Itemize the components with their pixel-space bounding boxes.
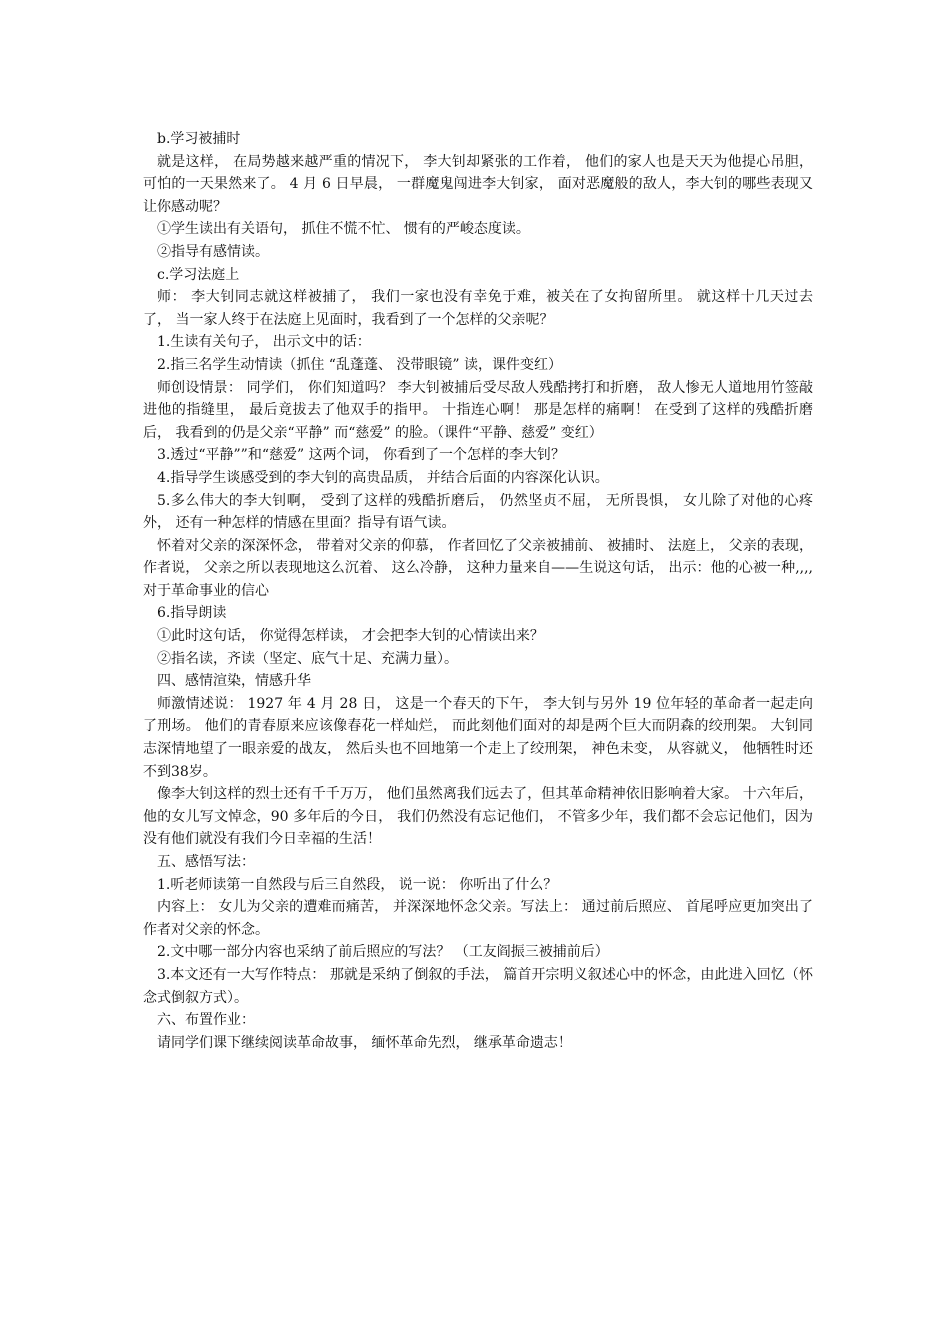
document-page [143,128,813,1054]
list-item-3: ①此时这句话， 你觉得怎样读， 才会把李大钊的心情读出来？ [157,628,544,645]
list-item-4: ②指名读，齐读（坚定、底气十足、充满力量）。 [157,650,458,667]
list-item-2: ②指导有感情读。 [157,243,269,260]
writing-step-2: 2.文中哪一部分内容也采纳了前后照应的写法？ （工友阎振三被捕前后） [157,944,609,961]
section-five-heading: 五、感悟写法： [157,854,255,870]
step-3: 3.透过“平静””和“慈爱” 这两个词， 你看到了一个怎样的李大钊？ [157,447,566,464]
heading-c-court: c.学习法庭上 [157,266,240,283]
section-six-heading: 六、布置作业： [157,1012,255,1029]
step-6: 6.指导朗读 [157,605,227,622]
writing-step-1: 1.听老师读第一自然段与后三自然段， 说一说： 你听出了什么？ [157,876,558,893]
paragraph-teacher-narration: 师激情述说： 1927 年 4 月 28 日， 这是一个春天的下午， 李大钊与另外 19 位年轻的革命者一起走向了刑场。 他们的青春原来应该像春花一样灿烂， 而此刻他们面对的却是两个巨大而阴森的绞刑架。 大钊同志深情地望了一眼亲爱的战友， 然后头也不回地第一个走上了绞刑架， 神色未变， 从容就义， 他牺牲时还不到38岁。 [143,695,813,780]
heading-b-arrest: b.学习被捕时 [157,131,241,147]
paragraph-arrest-intro: 就是这样， 在局势越来越严重的情况下， 李大钊却紧张的工作着， 他们的家人也是天天为他提心吊胆， 可怕的一天果然来了。 4 月 6 日早晨， 一群魔鬼闯进李大钊家， 面对恶魔般的敌人，李大钊的哪些表现又让你感动呢？ [143,153,813,215]
list-item-1: ①学生读出有关语句， 抓住不慌不忙、 惯有的严峻态度读。 [157,221,530,238]
paragraph-content-writing: 内容上： 女儿为父亲的遭难而痛苦， 并深深地怀念父亲。写法上： 通过前后照应、 首尾呼应更加突出了作者对父亲的怀念。 [143,899,813,938]
paragraph-teacher-court: 师： 李大钊同志就这样被捕了， 我们一家也没有幸免于难，被关在了女拘留所里。 就这样十几天过去了， 当一家人终于在法庭上见面时，我看到了一个怎样的父亲呢？ [143,289,813,328]
step-4: 4.指导学生谈感受到的李大钊的高贵品质， 并结合后面的内容深化认识。 [157,469,609,486]
paragraph-teacher-scenario: 师创设情景： 同学们， 你们知道吗？ 李大钊被捕后受尽敌人残酷拷打和折磨， 敌人惨无人道地用竹签敲进他的指缝里， 最后竟拔去了他双手的指甲。 十指连心啊！ 那是怎样的痛啊！ 在受到了这样的残酷折磨后， 我看到的仍是父亲“平静” 而“慈爱” 的脸。（课件“平静、慈爱” 变红） [143,379,813,441]
writing-step-3: 3.本文还有一大写作特点： 那就是采纳了倒叙的手法， 篇首开宗明义叙述心中的怀念，由此进入回忆（怀念式倒叙方式）。 [143,966,813,1006]
paragraph-martyrs: 像李大钊这样的烈士还有千千万万， 他们虽然离我们远去了，但其革命精神依旧影响着大家。 十六年后， 他的女儿写文悼念，90 多年后的今日， 我们仍然没有忘记他们， 不管多少年，我们都不会忘记他们，因为没有他们就没有我们今日幸福的生活！ [143,786,813,848]
step-5: 5.多么伟大的李大钊啊， 受到了这样的残酷折磨后， 仍然坚贞不屈， 无所畏惧， 女儿除了对他的心疼外， 还有一种怎样的情感在里面？指导有语气读。 [143,492,813,532]
step-2: 2.指三名学生动情读（抓住 “乱蓬蓬、 没带眼镜” 读，课件变红） [157,356,563,373]
step-1: 1.生读有关句子， 出示文中的话： [157,334,371,351]
paragraph-homework: 请同学们课下继续阅读革命故事， 缅怀革命先烈， 继承革命遗志！ [157,1034,572,1051]
section-four-heading: 四、感情渲染，情感升华 [157,673,311,690]
paragraph-reflection: 怀着对父亲的深深怀念， 带着对父亲的仰慕， 作者回忆了父亲被捕前、 被捕时、 法庭上， 父亲的表现， 作者说， 父亲之所以表现地这么沉着、 这么冷静， 这种力量来自——生说这句话， 出示：他的心被一种,,,,对于革命事业的信心 [143,537,813,599]
